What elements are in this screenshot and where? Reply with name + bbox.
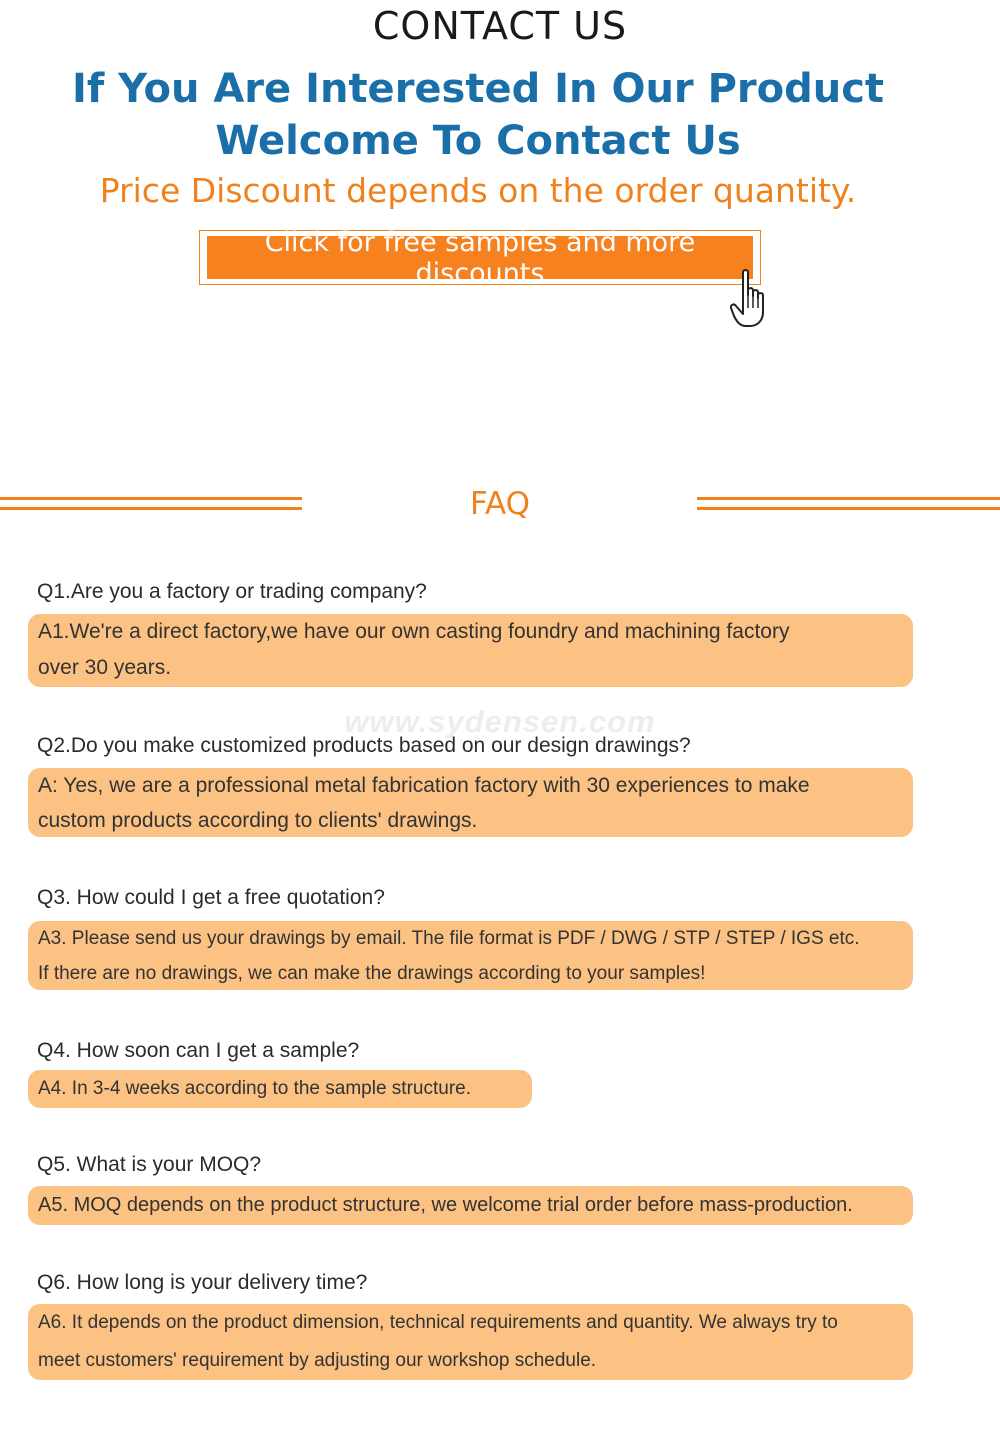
answer-line: If there are no drawings, we can make the drawings according to your samples! — [38, 963, 706, 984]
faq-heading: FAQ — [469, 486, 531, 522]
answer-line: meet customers' requirement by adjusting our workshop schedule. — [38, 1350, 597, 1371]
answer-line: A: Yes, we are a professional metal fabrication factory with 30 experiences to make — [38, 774, 810, 797]
faq-question-4: Q4. How soon can I get a sample? — [37, 1039, 360, 1062]
answer-line: A1.We're a direct factory,we have our own casting foundry and machining factory — [38, 620, 790, 643]
faq-answer-5 — [28, 1186, 913, 1225]
faq-answer-1 — [28, 614, 913, 687]
headline-line-2: Welcome To Contact Us — [215, 118, 741, 164]
faq-divider-left-top — [0, 497, 302, 500]
faq-question-1: Q1.Are you a factory or trading company? — [37, 580, 427, 603]
faq-question-2: Q2.Do you make customized products based on our design drawings? — [37, 734, 691, 757]
faq-answer-6 — [28, 1304, 913, 1380]
faq-question-3: Q3. How could I get a free quotation? — [37, 886, 385, 909]
faq-question-5: Q5. What is your MOQ? — [37, 1153, 262, 1176]
answer-line: A6. It depends on the product dimension, technical requirements and quantity. We always try to — [38, 1312, 838, 1333]
faq-divider-right-bottom — [697, 507, 1000, 510]
faq-divider-left-bottom — [0, 507, 302, 510]
faq-divider-right-top — [697, 497, 1000, 500]
faq-answer-2 — [28, 768, 913, 837]
faq-question-6: Q6. How long is your delivery time? — [37, 1271, 368, 1294]
watermark: www.sydensen.com — [344, 704, 656, 739]
faq-answer-3 — [28, 921, 913, 990]
page-title: CONTACT US — [372, 4, 628, 48]
free-samples-button[interactable]: Click for free samples and more discounts — [207, 236, 753, 279]
answer-line: A5. MOQ depends on the product structure, we welcome trial order before mass-production. — [38, 1194, 853, 1216]
answer-line: custom products according to clients' drawings. — [38, 809, 478, 832]
hand-pointer-icon — [730, 268, 776, 330]
answer-line: over 30 years. — [38, 656, 172, 679]
discount-text: Price Discount depends on the order quantity. — [99, 171, 857, 210]
headline-line-1: If You Are Interested In Our Product — [71, 66, 885, 112]
answer-line: A3. Please send us your drawings by email. The file format is PDF / DWG / STP / STEP / IGS etc. — [38, 928, 860, 949]
faq-answer-4 — [28, 1070, 532, 1108]
answer-line: A4. In 3-4 weeks according to the sample structure. — [38, 1078, 471, 1099]
